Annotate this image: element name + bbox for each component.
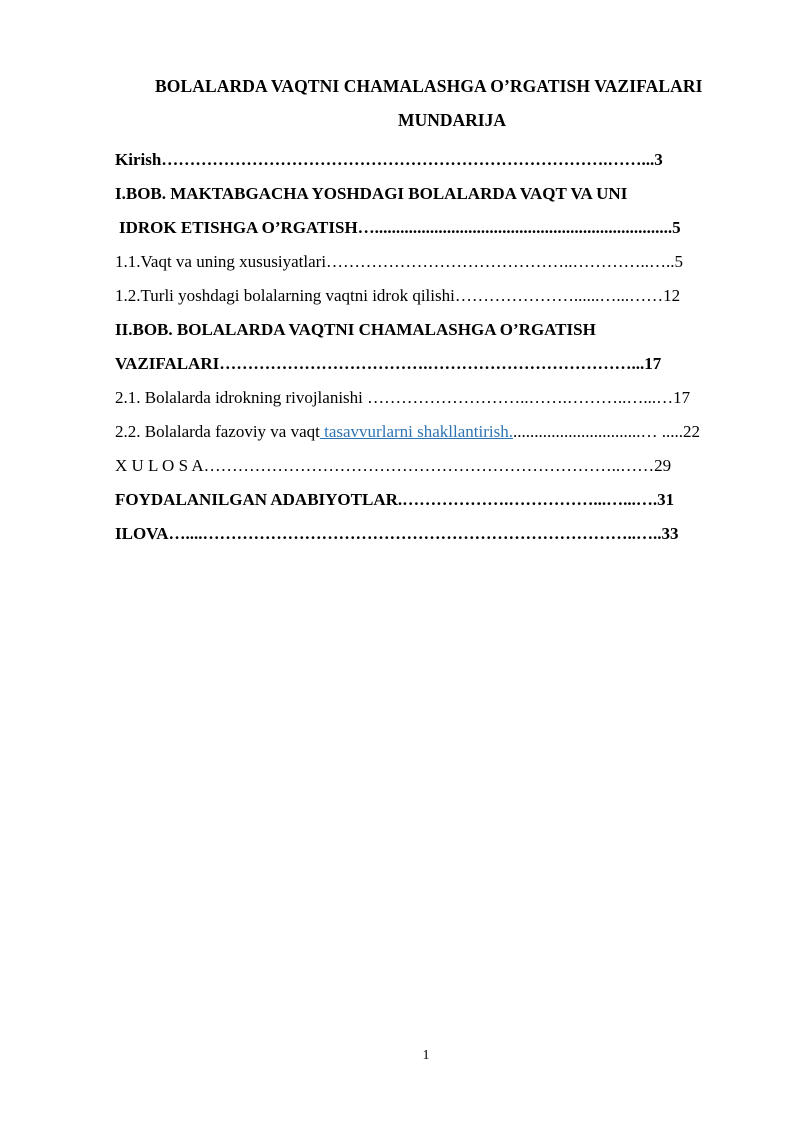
toc-entry-kirish: Kirish…………………………………………………………………….……...3: [115, 150, 663, 169]
document-title: BOLALARDA VAQTNI CHAMALASHGA O’RGATISH VAZIFALARI: [155, 76, 703, 96]
toc-entry-2-2-suffix: ..............................… .....22: [512, 422, 700, 441]
toc-entry-chapter-2-line-1: II.BOB. BOLALARDA VAQTNI CHAMALASHGA O’RGATISH: [115, 320, 596, 339]
toc-entry-2-2-prefix: 2.2. Bolalarda fazoviy va vaqt: [115, 422, 320, 441]
toc-entry-adabiyotlar: FOYDALANILGAN ADABIYOTLAR.……………….……………...…...….31: [115, 490, 675, 509]
toc-entry-2-2-link[interactable]: tasavvurlarni shakllantirish.: [319, 422, 513, 441]
toc-entry-2-2: [115, 415, 755, 449]
toc-entry-xulosa: X U L O S A………………………………………………………………..……29: [115, 456, 672, 475]
toc-entry-chapter-2-line-2: VAZIFALARI……………………………….………………………………...17: [115, 354, 662, 373]
toc-entry-2-1: 2.1. Bolalarda idrokning rivojlanishi ………………………..…….………..…...…17: [115, 388, 691, 407]
toc-entry-1-2: 1.2.Turli yoshdagi bolalarning vaqtni idrok qilishi…………………......…...……12: [115, 286, 681, 305]
toc-entry-chapter-1-line-1: I.BOB. MAKTABGACHA YOSHDAGI BOLALARDA VAQT VA UNI: [115, 184, 628, 203]
toc-entry-chapter-1-line-2: IDROK ETISHGA O’RGATISH…......................................................................5: [119, 218, 681, 237]
page-number: 1: [422, 1048, 430, 1063]
toc-entry-ilova: ILOVA…....…………………………………………………………………..…..33: [115, 524, 679, 543]
toc-heading: MUNDARIJA: [398, 110, 506, 130]
table-of-contents: [115, 143, 755, 551]
toc-entry-1-1: 1.1.Vaqt va uning xususiyatlari……………………………………..…………..…..5: [115, 252, 684, 271]
